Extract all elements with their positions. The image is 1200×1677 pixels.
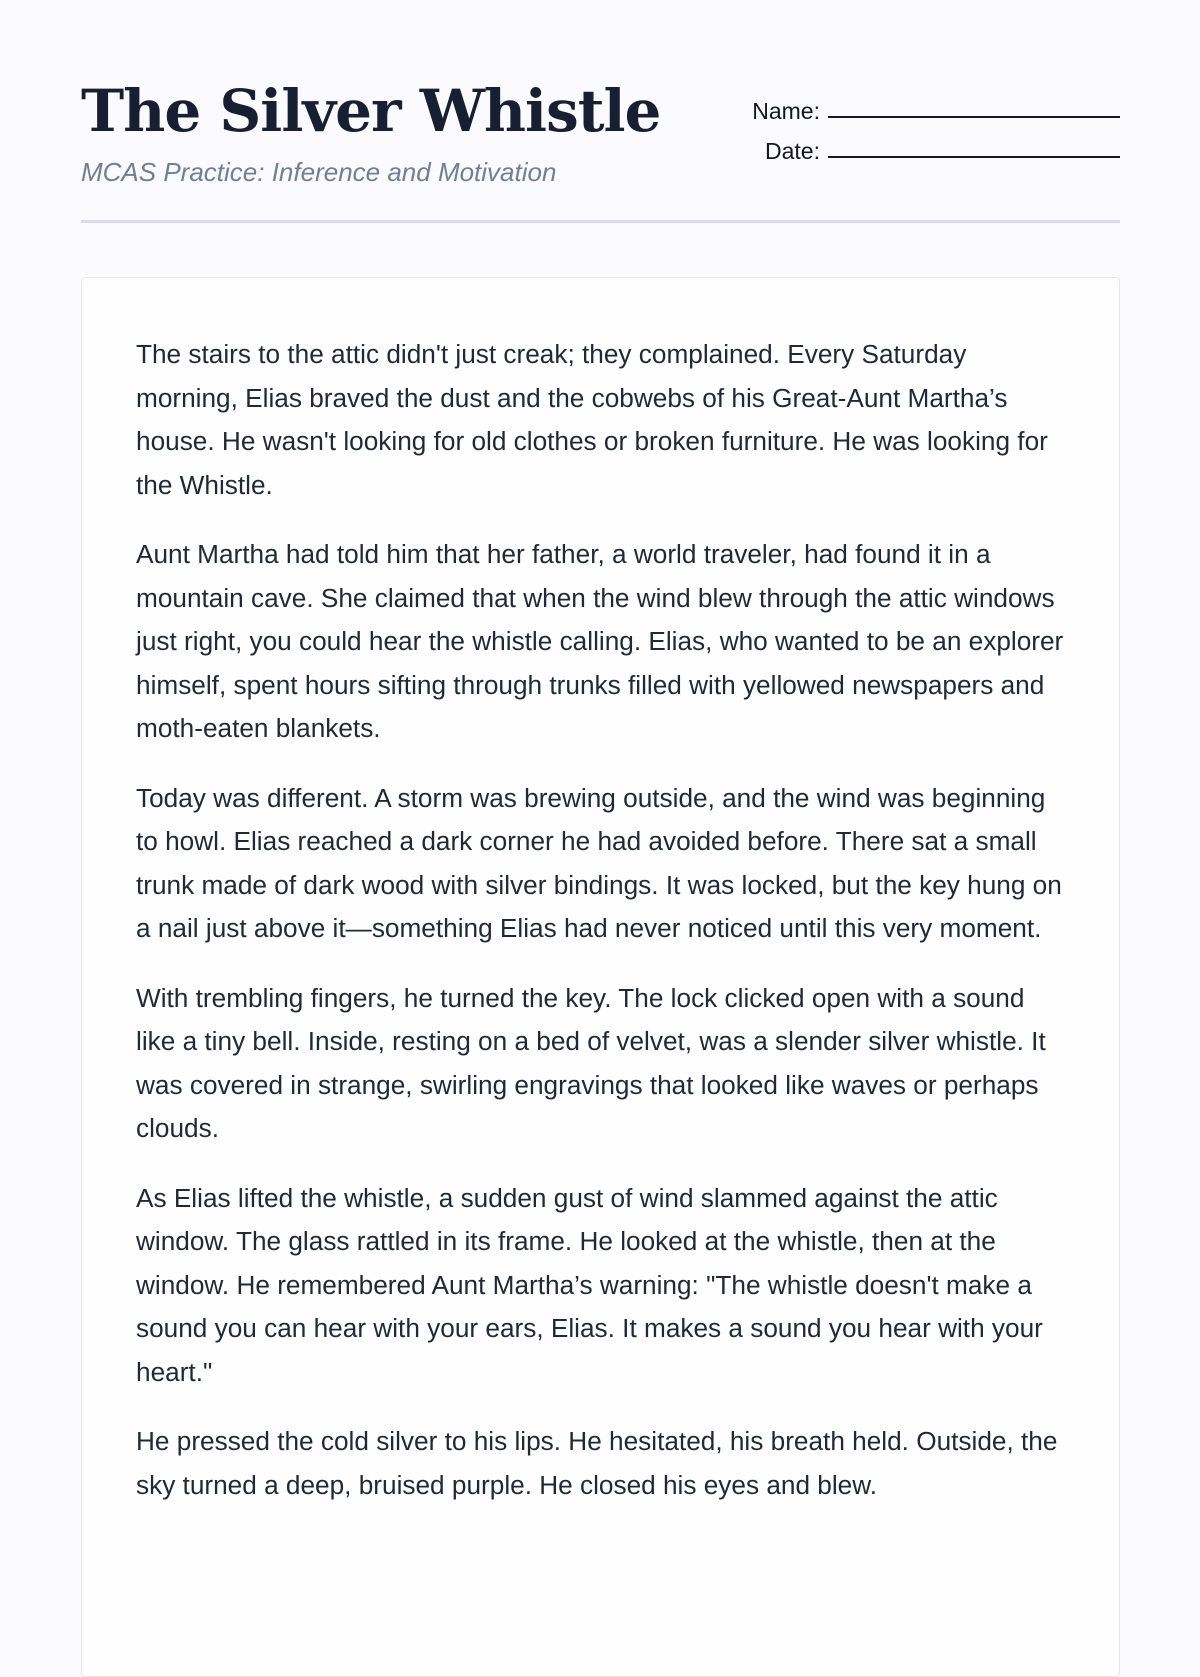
- page-subtitle: MCAS Practice: Inference and Motivation: [81, 157, 557, 187]
- passage-paragraph: Today was different. A storm was brewing outside, and the wind was beginning to howl. Elias reached a dark corner he had avoided before. There sat a small trunk made of dark wood with silver bindings. It was locked, but the key hung on a nail just above it—something Elias had never noticed until this very moment.: [136, 782, 1062, 943]
- date-field-label: Date:: [765, 138, 820, 164]
- name-field-line[interactable]: [828, 116, 1120, 118]
- name-field-label: Name:: [752, 98, 820, 124]
- student-info-fields: [740, 84, 1120, 164]
- date-field-line[interactable]: [828, 156, 1120, 158]
- passage-paragraph: Aunt Martha had told him that her father, a world traveler, had found it in a mountain cave. She claimed that when the wind blew through the attic windows just right, you could hear the whistle calling. Elias, who wanted to be an explorer himself, spent hours sifting through trunks filled with yellowed newspapers and moth-eaten blankets.: [136, 539, 1064, 743]
- passage-paragraph: He pressed the cold silver to his lips. He hesitated, his breath held. Outside, the sky turned a deep, bruised purple. He closed his eyes and blew.: [136, 1426, 1058, 1500]
- passage-paragraph: The stairs to the attic didn't just creak; they complained. Every Saturday morning, Elias braved the dust and the cobwebs of his Great-Aunt Martha’s house. He wasn't looking for old clothes or broken furniture. He was looking for the Whistle.: [136, 339, 1048, 500]
- page-title: The Silver Whistle: [81, 77, 661, 145]
- passage-paragraph: With trembling fingers, he turned the key. The lock clicked open with a sound like a tiny bell. Inside, resting on a bed of velvet, was a slender silver whistle. It was covered in strange, swirling engravings that looked like waves or perhaps clouds.: [136, 982, 1046, 1143]
- passage-paragraph: As Elias lifted the whistle, a sudden gust of wind slammed against the attic window. The glass rattled in its frame. He looked at the whistle, then at the window. He remembered Aunt Martha’s warning: "The whistle doesn't make a sound you can hear with your ears, Elias. It makes a sound you hear with your heart.": [136, 1182, 1043, 1387]
- name-field: [740, 84, 1120, 124]
- worksheet-header: [81, 76, 1120, 222]
- header-divider: [81, 220, 1120, 223]
- reading-passage: [81, 277, 1120, 1677]
- date-field: [740, 124, 1120, 164]
